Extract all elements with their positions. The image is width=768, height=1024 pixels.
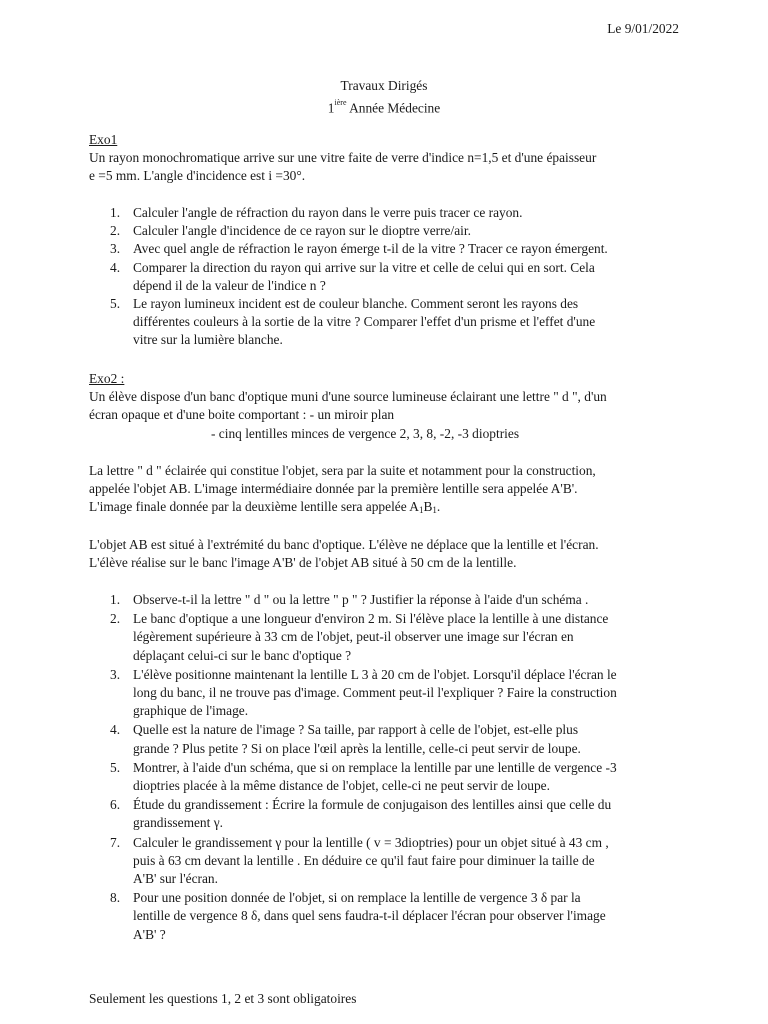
exo2-question: 7. Calculer le grandissement γ pour la lentille ( v = 3dioptries) pour un objet situé à 43 cm , puis à 63 cm devant la lentille . En déduire ce qu'il faut faire pour diminuer la taille de A'B' sur l'écran. — [110, 834, 609, 887]
exo2-question: 6. Étude du grandissement : Écrire la formule de conjugaison des lentilles ainsi que celle du grandissement γ. — [110, 797, 612, 831]
exo2-paragraph-2: La lettre " d " éclairée qui constitue l'objet, sera par la suite et notamment pour la construction, appelée l'objet AB. L'image intermédiaire donnée par la première lentille sera appelée A'B'. L'image finale donnée par la deuxième lentille sera appelée $A_1B_1$. — [89, 463, 596, 516]
exo2-question: 8. Pour une position donnée de l'objet, si on remplace la lentille de vergence 3 δ par la lentille de vergence 8 δ, dans quel sens faudra-t-il déplacer l'écran pour observer l'image A'B' ? — [110, 890, 606, 942]
exo2-intro-line: Un élève dispose d'un banc d'optique muni d'une source lumineuse éclairant une lettre " d ", d'un — [89, 389, 607, 405]
title-line-1: Travaux Dirigés — [340, 78, 428, 93]
exo2-question: 5. Montrer, à l'aide d'un schéma, que si on remplace la lentille par une lentille de vergence -3 dioptries placée à la même distance de l'objet, celle-ci ne peut servir de loupe. — [110, 759, 617, 794]
exo2-lens-list: - cinq lentilles minces de vergence 2, 3, 8, -2, -3 dioptries — [211, 425, 520, 441]
exo1-question-list — [89, 204, 689, 350]
title-line-2: $1^{ière}$ Année Médecine — [327, 98, 441, 116]
exo2-question: 1. Observe-t-il la lettre " d " ou la lettre " p " ? Justifier la réponse à l'aide d'un schéma . — [110, 592, 589, 607]
footer-note: Seulement les questions 1, 2 et 3 sont obligatoires — [89, 991, 357, 1006]
exo1-question: 5. Le rayon lumineux incident est de couleur blanche. Comment seront les rayons des différentes couleurs à la sortie de la vitre ? Comparer l'effet d'un prisme et l'effet d'une vitre sur la lumière blanche. — [110, 296, 596, 348]
exo2-paragraph-3: L'objet AB est situé à l'extrémité du banc d'optique. L'élève ne déplace que la lentille et l'écran. L'élève réalise sur le banc l'image A'B' de l'objet AB situé à 50 cm de la lentille. — [89, 537, 599, 571]
exo2-question: 4. Quelle est la nature de l'image ? Sa taille, par rapport à celle de l'objet, est-elle plus grande ? Plus petite ? Si on place l'œil après la lentille, celle-ci peut servir de loupe. — [110, 722, 581, 756]
exo2-heading: Exo2 : — [89, 371, 125, 386]
exo1-question: 2. Calculer l'angle d'incidence de ce rayon sur le dioptre verre/air. — [110, 223, 471, 239]
exo1-section — [89, 131, 689, 186]
exo2-question: 2. Le banc d'optique a une longueur d'environ 2 m. Si l'élève place la lentille à une distance légèrement supérieure à 33 cm de l'objet, peut-il observer une image sur l'écran en déplaçant celui-ci sur le banc d'optique ? — [110, 611, 609, 663]
exo1-question: 3. Avec quel angle de réfraction le rayon émerge t-il de la vitre ? Tracer ce rayon émergent. — [110, 241, 608, 257]
exo2-intro-line: écran opaque et d'une boite comportant : - un miroir plan — [89, 407, 395, 423]
exo1-intro-line: Un rayon monochromatique arrive sur une vitre faite de verre d'indice n=1,5 et d'une épaisseur — [89, 150, 597, 166]
exo1-heading: Exo1 — [89, 132, 118, 147]
document-title — [0, 76, 768, 117]
exo1-intro-line: e =5 mm. L'angle d'incidence est i =30°. — [89, 168, 306, 184]
exo1-question: 1. Calculer l'angle de réfraction du rayon dans le verre puis tracer ce rayon. — [110, 205, 523, 220]
exo2-section — [89, 370, 689, 443]
document-date: Le 9/01/2022 — [607, 21, 679, 36]
exo1-question: 4. Comparer la direction du rayon qui arrive sur la vitre et celle de celui qui en sort. Cela dépend il de la valeur de l'indice n ? — [110, 259, 595, 293]
exo2-question: 3. L'élève positionne maintenant la lentille L 3 à 20 cm de l'objet. Lorsqu'il déplace l'écran le long du banc, il ne trouve pas d'image. Comment peut-il l'expliquer ? Faire la construction graphique de l'image. — [110, 666, 617, 719]
exo2-question-list — [89, 591, 689, 944]
